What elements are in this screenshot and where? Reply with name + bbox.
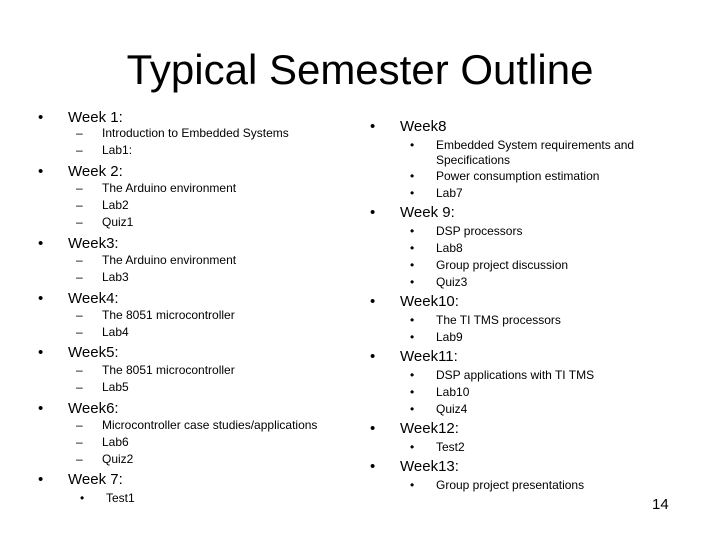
week-item: Embedded System requirements and Specifications xyxy=(436,138,635,167)
week-item: Lab10 xyxy=(436,385,470,399)
bullet-icon: • xyxy=(80,491,85,505)
week-item: Microcontroller case studies/applications xyxy=(102,418,318,432)
week-item: DSP processors xyxy=(436,224,523,238)
page-number: 14 xyxy=(652,496,669,513)
dash-icon: – xyxy=(76,253,83,267)
week-item: The 8051 microcontroller xyxy=(102,363,235,377)
bullet-icon: • xyxy=(370,118,376,135)
dash-icon: – xyxy=(76,270,83,284)
bullet-icon: • xyxy=(410,169,415,183)
bullet-icon: • xyxy=(38,163,44,180)
week-item: Group project discussion xyxy=(436,258,569,272)
bullet-icon: • xyxy=(410,138,415,152)
week-heading: Week3: xyxy=(68,235,119,252)
bullet-icon: • xyxy=(410,258,415,272)
bullet-icon: • xyxy=(410,224,415,238)
bullet-icon: • xyxy=(38,400,44,417)
week-item: Quiz1 xyxy=(102,215,134,229)
week-item: Quiz4 xyxy=(436,402,468,416)
dash-icon: – xyxy=(76,181,83,195)
week-item: The Arduino environment xyxy=(102,253,237,267)
dash-icon: – xyxy=(76,143,83,157)
week-item: Lab9 xyxy=(436,330,463,344)
bullet-icon: • xyxy=(370,348,376,365)
bullet-icon: • xyxy=(38,471,44,488)
dash-icon: – xyxy=(76,215,83,229)
week-item: Power consumption estimation xyxy=(436,169,600,183)
week-item: Lab5 xyxy=(102,380,129,394)
week-item: Introduction to Embedded Systems xyxy=(102,126,289,140)
dash-icon: – xyxy=(76,363,83,377)
week-heading: Week5: xyxy=(68,344,119,361)
week-item: The TI TMS processors xyxy=(436,313,561,327)
bullet-icon: • xyxy=(410,440,415,454)
bullet-icon: • xyxy=(410,241,415,255)
week-item: The 8051 microcontroller xyxy=(102,308,235,322)
dash-icon: – xyxy=(76,325,83,339)
bullet-icon: • xyxy=(410,385,415,399)
week-heading: Week6: xyxy=(68,400,119,417)
week-item: Quiz3 xyxy=(436,275,468,289)
bullet-icon: • xyxy=(410,330,415,344)
week-heading: Week 9: xyxy=(400,204,455,221)
week-item: Test2 xyxy=(436,440,465,454)
dash-icon: – xyxy=(76,452,83,466)
bullet-icon: • xyxy=(410,402,415,416)
week-heading: Week 7: xyxy=(68,471,123,488)
week-item: Lab6 xyxy=(102,435,129,449)
bullet-icon: • xyxy=(410,313,415,327)
week-heading: Week 1: xyxy=(68,109,123,126)
dash-icon: – xyxy=(76,308,83,322)
bullet-icon: • xyxy=(370,204,376,221)
week-item: Lab3 xyxy=(102,270,129,284)
bullet-icon: • xyxy=(410,368,415,382)
slide-title: Typical Semester Outline xyxy=(126,46,594,93)
bullet-icon: • xyxy=(38,290,44,307)
bullet-icon: • xyxy=(370,458,376,475)
week-heading: Week12: xyxy=(400,420,459,437)
week-item: Lab1: xyxy=(102,143,133,157)
week-item: Lab4 xyxy=(102,325,129,339)
week-heading: Week8 xyxy=(400,118,447,135)
dash-icon: – xyxy=(76,126,83,140)
week-item: Lab7 xyxy=(436,186,463,200)
week-item: Quiz2 xyxy=(102,452,134,466)
bullet-icon: • xyxy=(410,478,415,492)
bullet-icon: • xyxy=(38,235,44,252)
dash-icon: – xyxy=(76,380,83,394)
week-item: Lab2 xyxy=(102,198,129,212)
bullet-icon: • xyxy=(370,420,376,437)
week-item: The Arduino environment xyxy=(102,181,237,195)
bullet-icon: • xyxy=(410,275,415,289)
week-heading: Week4: xyxy=(68,290,119,307)
dash-icon: – xyxy=(76,198,83,212)
week-item: DSP applications with TI TMS xyxy=(436,368,595,382)
week-heading: Week 2: xyxy=(68,163,123,180)
week-heading: Week13: xyxy=(400,458,459,475)
bullet-icon: • xyxy=(38,109,44,126)
bullet-icon: • xyxy=(410,186,415,200)
week-item: Test1 xyxy=(106,491,135,505)
week-heading: Week11: xyxy=(400,348,458,365)
dash-icon: – xyxy=(76,418,83,432)
bullet-icon: • xyxy=(370,293,376,310)
week-heading: Week10: xyxy=(400,293,459,310)
bullet-icon: • xyxy=(38,344,44,361)
week-item: Group project presentations xyxy=(436,478,585,492)
week-item: Lab8 xyxy=(436,241,463,255)
dash-icon: – xyxy=(76,435,83,449)
